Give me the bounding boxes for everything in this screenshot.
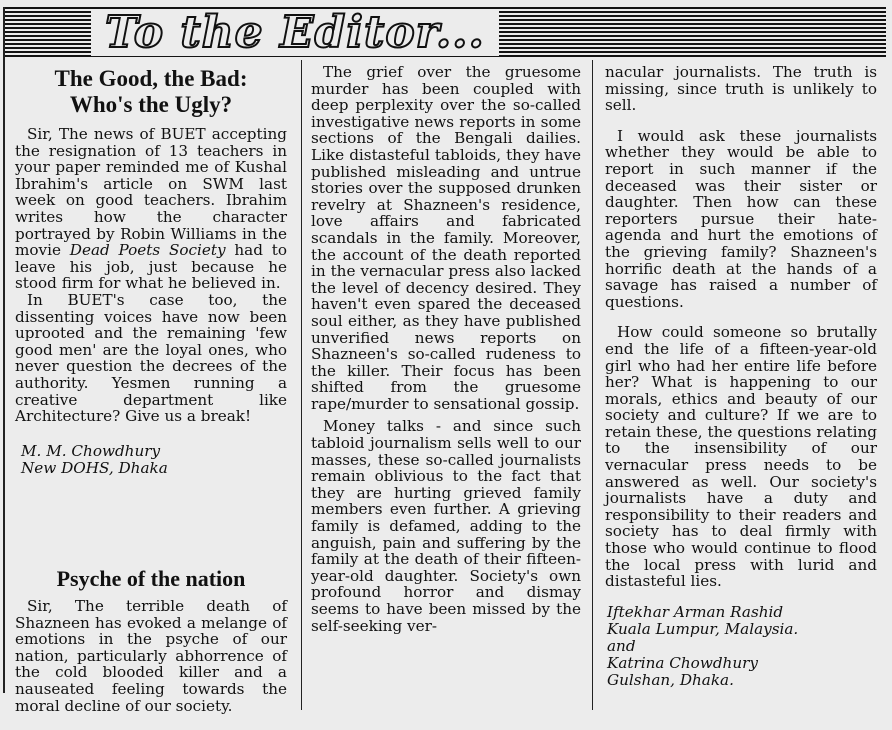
paragraph-text: had to leave his job, just because he stood firm for what he believed in. [15,241,287,293]
letter-2-headline: Psyche of the nation [56,566,246,591]
letter-2-paragraph-3: Money talks - and since such tabloid journalism sells well to our masses, these so-called journalists remain oblivious to the fact that they are hurting grieved family members even further. A grieving family is defamed, adding to the anguish, pain and suffering by the family at the death of their fifteen-year-old daughter. Society's own profound horror and dismay seems to have been missed by the self-seeking ver- [311,417,581,635]
column-1 [15,66,287,477]
movie-title: Dead Poets Society [69,241,226,260]
signature-name: M. M. Chowdhury [21,441,161,460]
column-1-lower [15,566,287,714]
signature-place: New DOHS, Dhaka [21,458,168,477]
column-2 [311,64,581,634]
letter-2-signature [605,604,877,689]
letter-1-signature [15,443,287,477]
signature-place: Gulshan, Dhaka. [607,670,734,689]
letter-2-paragraph-4: I would ask these journalists whether they would be able to report in such manner if the deceased was their sister or daughter. Then how can these reporters pursue their hate-agenda and hurt the emotions of the grieving family? Shazneen's horrific death at the hands of a savage has raised a number of questions. [605,126,877,311]
headline-line-1: The Good, the Bad: [54,66,248,91]
masthead-banner [3,7,886,57]
signature-name: Iftekhar Arman Rashid [607,602,784,621]
signature-and: and [607,636,636,655]
headline-line-2: Who's the Ugly? [69,92,233,117]
letter-2-paragraph-3-continued: nacular journalists. The truth is missing, since truth is unlikely to sell. [605,63,877,115]
column-rule [592,60,593,710]
left-border-rule [3,7,5,693]
letter-2-paragraph-5: How could someone so brutally end the life of a fifteen-year-old girl who had her entire life before her? What is happening to our morals, ethics and beauty of our society and culture? If we are to retain these, the questions relating to the insensibility of our vernacular press needs to be answered as well. Our society's journalists have a duty and responsibility to their readers and society has to deal firmly with those who would continue to flood the local press with lurid and distasteful lies. [605,323,877,591]
column-rule [301,60,302,710]
column-3 [605,64,877,689]
paragraph-text: Sir, The news of BUET accepting the resignation of 13 teachers in your paper reminded me of Kushal Ibrahim's article on SWM last week on good teachers. Ibrahim writes how the character portrayed by Robin Williams in the movie [15,125,287,260]
letter-1-paragraph-2: In BUET's case too, the dissenting voices have now been uprooted and the remaining 'few good men' are the loyal ones, who never question the decrees of the authority. Yesmen running a creative department like Architecture? Give us a break! [15,290,287,426]
letter-1-headline [15,66,287,118]
letter-1-paragraph-1 [15,126,287,292]
letter-2-paragraph-2: The grief over the gruesome murder has been coupled with deep perplexity over the so-called investigative news reports in some sections of the Bengali dailies. Like distasteful tabloids, they have published misleading and untrue stories over the supposed drunken revelry at Shazneen's residence, love affairs and fabricated scandals in the family. Moreover, the account of the death reported in the vernacular press also lacked the level of decency desired. They haven't even spared the deceased soul either, as they have published unverified news reports on Shazneen's so-called rudeness to the killer. Their focus has been shifted from the gruesome rape/murder to sensational gossip. [311,63,581,413]
signature-name: Katrina Chowdhury [607,653,758,672]
letter-2-paragraph-1: Sir, The terrible death of Shazneen has evoked a melange of emotions in the psyche of our nation, particularly abhorrence of the cold blooded killer and a nauseated feeling towards the moral decline of our society. [15,597,287,715]
signature-place: Kuala Lumpur, Malaysia. [607,619,799,638]
masthead-title: To the Editor... [91,10,499,56]
